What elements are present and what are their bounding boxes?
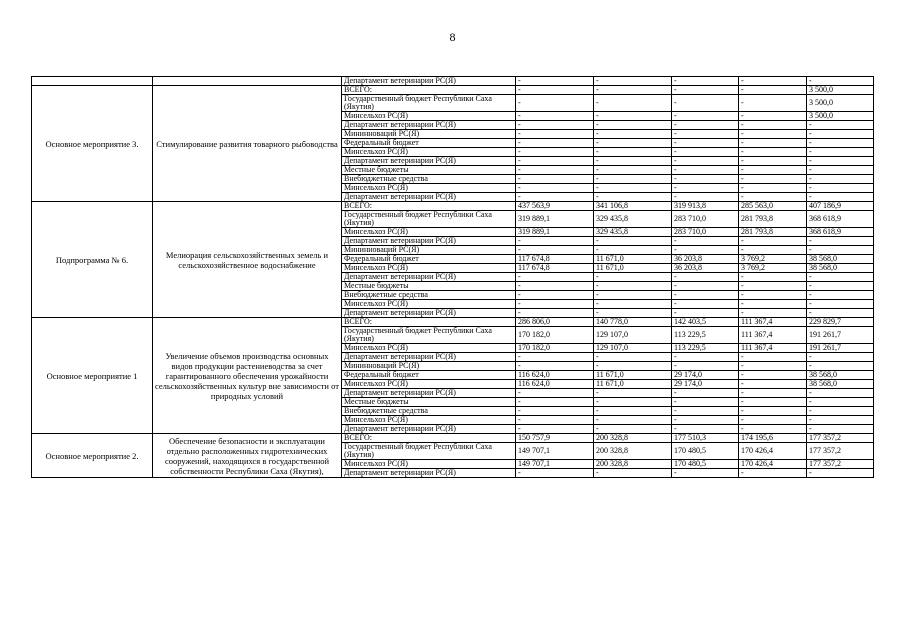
value-cell-year-1: - xyxy=(516,139,594,148)
value-cell-year-3: - xyxy=(672,95,739,112)
value-cell-year-5: - xyxy=(807,121,874,130)
value-cell-year-2: - xyxy=(594,86,672,95)
value-cell-year-2: 129 107,0 xyxy=(594,327,672,344)
value-cell-year-4: - xyxy=(739,246,807,255)
value-cell-year-2: 11 671,0 xyxy=(594,380,672,389)
value-cell-year-2: - xyxy=(594,273,672,282)
value-cell-year-2: - xyxy=(594,148,672,157)
value-cell-year-3: - xyxy=(672,112,739,121)
funding-source-cell: Департамент ветеринарии РС(Я) xyxy=(342,353,516,362)
value-cell-year-1: - xyxy=(516,282,594,291)
value-cell-year-4: - xyxy=(739,139,807,148)
value-cell-year-4: 111 367,4 xyxy=(739,318,807,327)
value-cell-year-4: - xyxy=(739,112,807,121)
value-cell-year-4: - xyxy=(739,175,807,184)
value-cell-year-3: - xyxy=(672,273,739,282)
measure-name-cell: Основное мероприятие 3. xyxy=(32,86,153,202)
funding-source-cell: Департамент ветеринарии РС(Я) xyxy=(342,389,516,398)
value-cell-year-2: - xyxy=(594,425,672,434)
value-cell-year-2: - xyxy=(594,362,672,371)
value-cell-year-2: 341 106,8 xyxy=(594,202,672,211)
value-cell-year-4: 111 367,4 xyxy=(739,344,807,353)
value-cell-year-5: - xyxy=(807,291,874,300)
value-cell-year-1: 150 757,9 xyxy=(516,434,594,443)
value-cell-year-3: - xyxy=(672,193,739,202)
value-cell-year-2: - xyxy=(594,282,672,291)
value-cell-year-1: - xyxy=(516,175,594,184)
funding-source-cell: Департамент ветеринарии РС(Я) xyxy=(342,121,516,130)
value-cell-year-2: 200 328,8 xyxy=(594,460,672,469)
value-cell-year-5: 38 568,0 xyxy=(807,371,874,380)
funding-source-cell: Мининноваций РС(Я) xyxy=(342,246,516,255)
value-cell-year-3: - xyxy=(672,237,739,246)
value-cell-year-4: - xyxy=(739,121,807,130)
value-cell-year-2: - xyxy=(594,291,672,300)
value-cell-year-5: - xyxy=(807,148,874,157)
value-cell-year-3: - xyxy=(672,309,739,318)
value-cell-year-3: - xyxy=(672,389,739,398)
page-number: 8 xyxy=(449,30,456,44)
value-cell-year-1: 170 182,0 xyxy=(516,327,594,344)
value-cell-year-4: - xyxy=(739,77,807,86)
value-cell-year-4: - xyxy=(739,184,807,193)
value-cell-year-5: - xyxy=(807,166,874,175)
value-cell-year-5: 191 261,7 xyxy=(807,344,874,353)
value-cell-year-3: 113 229,5 xyxy=(672,344,739,353)
value-cell-year-5: - xyxy=(807,282,874,291)
value-cell-year-4: - xyxy=(739,407,807,416)
value-cell-year-5: 177 357,2 xyxy=(807,434,874,443)
funding-source-cell: ВСЕГО: xyxy=(342,86,516,95)
value-cell-year-5: - xyxy=(807,362,874,371)
value-cell-year-3: - xyxy=(672,425,739,434)
value-cell-year-5: - xyxy=(807,237,874,246)
table-row xyxy=(32,434,874,443)
measure-description-cell: Увеличение объемов производства основных видов продукции растениеводства за счет гарантированного обеспечения урожайности сельскохозяйственных культур вне зависимости от природных условий xyxy=(153,318,342,434)
value-cell-year-5: 3 500,0 xyxy=(807,86,874,95)
value-cell-year-4: 170 426,4 xyxy=(739,460,807,469)
value-cell-year-4: - xyxy=(739,291,807,300)
value-cell-year-4: 281 793,8 xyxy=(739,228,807,237)
value-cell-year-3: - xyxy=(672,416,739,425)
value-cell-year-4: 3 769,2 xyxy=(739,264,807,273)
value-cell-year-4: - xyxy=(739,86,807,95)
funding-source-cell: Департамент ветеринарии РС(Я) xyxy=(342,157,516,166)
value-cell-year-2: - xyxy=(594,469,672,478)
value-cell-year-2: - xyxy=(594,416,672,425)
value-cell-year-5: - xyxy=(807,425,874,434)
value-cell-year-3: - xyxy=(672,86,739,95)
value-cell-year-5: - xyxy=(807,175,874,184)
funding-source-cell: ВСЕГО: xyxy=(342,434,516,443)
value-cell-year-1: - xyxy=(516,77,594,86)
value-cell-year-2: 129 107,0 xyxy=(594,344,672,353)
value-cell-year-3: 170 480,5 xyxy=(672,460,739,469)
value-cell-year-3: 36 203,8 xyxy=(672,264,739,273)
value-cell-year-1: 149 707,1 xyxy=(516,460,594,469)
value-cell-year-1: - xyxy=(516,237,594,246)
value-cell-year-2: 200 328,8 xyxy=(594,443,672,460)
value-cell-year-2: - xyxy=(594,398,672,407)
funding-source-cell: Департамент ветеринарии РС(Я) xyxy=(342,425,516,434)
value-cell-year-4: - xyxy=(739,300,807,309)
value-cell-year-1: - xyxy=(516,469,594,478)
value-cell-year-1: - xyxy=(516,86,594,95)
value-cell-year-2: - xyxy=(594,175,672,184)
value-cell-year-1: 116 624,0 xyxy=(516,371,594,380)
value-cell-year-2: 11 671,0 xyxy=(594,371,672,380)
value-cell-year-1: - xyxy=(516,112,594,121)
value-cell-year-4: - xyxy=(739,148,807,157)
value-cell-year-3: 283 710,0 xyxy=(672,228,739,237)
value-cell-year-1: - xyxy=(516,246,594,255)
funding-source-cell: Департамент ветеринарии РС(Я) xyxy=(342,469,516,478)
funding-source-cell: Мининноваций РС(Я) xyxy=(342,130,516,139)
value-cell-year-3: 319 913,8 xyxy=(672,202,739,211)
value-cell-year-3: - xyxy=(672,246,739,255)
value-cell-year-1: - xyxy=(516,184,594,193)
value-cell-year-2: - xyxy=(594,407,672,416)
value-cell-year-2: - xyxy=(594,157,672,166)
value-cell-year-5: - xyxy=(807,139,874,148)
value-cell-year-1: - xyxy=(516,291,594,300)
value-cell-year-5: - xyxy=(807,389,874,398)
value-cell-year-5: 38 568,0 xyxy=(807,255,874,264)
value-cell-year-1: 170 182,0 xyxy=(516,344,594,353)
value-cell-year-1: - xyxy=(516,273,594,282)
value-cell-year-4: - xyxy=(739,469,807,478)
value-cell-year-4: - xyxy=(739,309,807,318)
value-cell-year-3: 142 403,5 xyxy=(672,318,739,327)
value-cell-year-5: - xyxy=(807,157,874,166)
funding-source-cell: Департамент ветеринарии РС(Я) xyxy=(342,309,516,318)
value-cell-year-1: - xyxy=(516,309,594,318)
value-cell-year-2: - xyxy=(594,77,672,86)
value-cell-year-2: - xyxy=(594,95,672,112)
value-cell-year-4: - xyxy=(739,282,807,291)
value-cell-year-1: - xyxy=(516,425,594,434)
value-cell-year-4: - xyxy=(739,371,807,380)
value-cell-year-2: 140 778,0 xyxy=(594,318,672,327)
funding-source-cell: Внебюджетные средства xyxy=(342,175,516,184)
measure-description-cell: Мелиорация сельскохозяйственных земель и сельскохозяйственное водоснабжение xyxy=(153,202,342,318)
funding-source-cell: Мининноваций РС(Я) xyxy=(342,362,516,371)
value-cell-year-4: - xyxy=(739,95,807,112)
value-cell-year-5: 38 568,0 xyxy=(807,380,874,389)
value-cell-year-2: - xyxy=(594,353,672,362)
funding-source-cell: Государственный бюджет Республики Саха (Якутия) xyxy=(342,443,516,460)
value-cell-year-3: 177 510,3 xyxy=(672,434,739,443)
value-cell-year-1: 319 889,1 xyxy=(516,211,594,228)
value-cell-year-2: 11 671,0 xyxy=(594,264,672,273)
value-cell-year-5: 177 357,2 xyxy=(807,460,874,469)
value-cell-year-5: - xyxy=(807,273,874,282)
value-cell-year-5: 3 500,0 xyxy=(807,95,874,112)
value-cell-year-2: - xyxy=(594,130,672,139)
value-cell-year-1: 117 674,8 xyxy=(516,264,594,273)
measure-name-cell: Основное мероприятие 1 xyxy=(32,318,153,434)
funding-source-cell: Местные бюджеты xyxy=(342,166,516,175)
value-cell-year-2: - xyxy=(594,300,672,309)
value-cell-year-1: 149 707,1 xyxy=(516,443,594,460)
value-cell-year-5: - xyxy=(807,398,874,407)
value-cell-year-3: 36 203,8 xyxy=(672,255,739,264)
measure-description-cell xyxy=(153,77,342,86)
table-row xyxy=(32,202,874,211)
value-cell-year-4: 281 793,8 xyxy=(739,211,807,228)
funding-source-cell: Минсельхоз РС(Я) xyxy=(342,380,516,389)
value-cell-year-5: 38 568,0 xyxy=(807,264,874,273)
value-cell-year-2: - xyxy=(594,246,672,255)
value-cell-year-1: - xyxy=(516,389,594,398)
value-cell-year-4: - xyxy=(739,130,807,139)
budget-table xyxy=(31,76,874,478)
value-cell-year-2: 329 435,8 xyxy=(594,211,672,228)
value-cell-year-3: - xyxy=(672,398,739,407)
value-cell-year-5: - xyxy=(807,309,874,318)
value-cell-year-2: - xyxy=(594,193,672,202)
value-cell-year-3: 113 229,5 xyxy=(672,327,739,344)
value-cell-year-5: - xyxy=(807,416,874,425)
funding-source-cell: Минсельхоз РС(Я) xyxy=(342,300,516,309)
value-cell-year-4: 170 426,4 xyxy=(739,443,807,460)
value-cell-year-1: 286 806,0 xyxy=(516,318,594,327)
value-cell-year-5: - xyxy=(807,407,874,416)
funding-source-cell: Внебюджетные средства xyxy=(342,407,516,416)
value-cell-year-4: 285 563,0 xyxy=(739,202,807,211)
value-cell-year-1: - xyxy=(516,166,594,175)
value-cell-year-1: - xyxy=(516,353,594,362)
value-cell-year-2: - xyxy=(594,112,672,121)
funding-source-cell: Минсельхоз РС(Я) xyxy=(342,112,516,121)
measure-description-cell: Обеспечение безопасности и эксплуатации отдельно расположенных гидротехнических сооружений, находящихся в государственной собственности Республики Саха (Якутия), xyxy=(153,434,342,478)
value-cell-year-1: - xyxy=(516,95,594,112)
value-cell-year-5: - xyxy=(807,469,874,478)
value-cell-year-1: - xyxy=(516,148,594,157)
value-cell-year-2: - xyxy=(594,121,672,130)
value-cell-year-4: - xyxy=(739,389,807,398)
value-cell-year-5: 368 618,9 xyxy=(807,228,874,237)
value-cell-year-4: - xyxy=(739,353,807,362)
value-cell-year-3: - xyxy=(672,77,739,86)
funding-source-cell: Департамент ветеринарии РС(Я) xyxy=(342,237,516,246)
value-cell-year-1: 116 624,0 xyxy=(516,380,594,389)
value-cell-year-1: - xyxy=(516,130,594,139)
funding-source-cell: Внебюджетные средства xyxy=(342,291,516,300)
value-cell-year-1: 437 563,9 xyxy=(516,202,594,211)
value-cell-year-3: - xyxy=(672,121,739,130)
measure-description-cell: Стимулирование развития товарного рыбоводства xyxy=(153,86,342,202)
value-cell-year-4: - xyxy=(739,273,807,282)
value-cell-year-2: - xyxy=(594,139,672,148)
value-cell-year-2: - xyxy=(594,309,672,318)
value-cell-year-5: 407 186,9 xyxy=(807,202,874,211)
value-cell-year-5: - xyxy=(807,246,874,255)
value-cell-year-3: - xyxy=(672,139,739,148)
funding-source-cell: Минсельхоз РС(Я) xyxy=(342,460,516,469)
value-cell-year-4: - xyxy=(739,425,807,434)
value-cell-year-2: 329 435,8 xyxy=(594,228,672,237)
value-cell-year-3: - xyxy=(672,291,739,300)
funding-source-cell: Государственный бюджет Республики Саха (Якутия) xyxy=(342,327,516,344)
value-cell-year-4: - xyxy=(739,398,807,407)
value-cell-year-3: 29 174,0 xyxy=(672,380,739,389)
value-cell-year-1: - xyxy=(516,407,594,416)
value-cell-year-1: - xyxy=(516,157,594,166)
value-cell-year-1: 319 889,1 xyxy=(516,228,594,237)
value-cell-year-5: 368 618,9 xyxy=(807,211,874,228)
value-cell-year-3: 283 710,0 xyxy=(672,211,739,228)
measure-name-cell xyxy=(32,77,153,86)
value-cell-year-5: 191 261,7 xyxy=(807,327,874,344)
funding-source-cell: Минсельхоз РС(Я) xyxy=(342,344,516,353)
funding-source-cell: Минсельхоз РС(Я) xyxy=(342,184,516,193)
value-cell-year-4: - xyxy=(739,362,807,371)
value-cell-year-1: - xyxy=(516,121,594,130)
funding-source-cell: ВСЕГО: xyxy=(342,318,516,327)
value-cell-year-4: - xyxy=(739,157,807,166)
funding-source-cell: Государственный бюджет Республики Саха (Якутия) xyxy=(342,211,516,228)
value-cell-year-4: - xyxy=(739,380,807,389)
funding-source-cell: Департамент ветеринарии РС(Я) xyxy=(342,273,516,282)
value-cell-year-3: - xyxy=(672,469,739,478)
value-cell-year-2: - xyxy=(594,184,672,193)
funding-source-cell: ВСЕГО: xyxy=(342,202,516,211)
funding-source-cell: Федеральный бюджет xyxy=(342,255,516,264)
value-cell-year-5: - xyxy=(807,353,874,362)
value-cell-year-3: - xyxy=(672,282,739,291)
value-cell-year-3: - xyxy=(672,184,739,193)
value-cell-year-3: - xyxy=(672,353,739,362)
value-cell-year-5: 177 357,2 xyxy=(807,443,874,460)
value-cell-year-2: - xyxy=(594,389,672,398)
value-cell-year-3: - xyxy=(672,300,739,309)
value-cell-year-4: 174 195,6 xyxy=(739,434,807,443)
value-cell-year-1: - xyxy=(516,416,594,425)
value-cell-year-3: - xyxy=(672,148,739,157)
value-cell-year-2: 200 328,8 xyxy=(594,434,672,443)
measure-name-cell: Подпрограмма № 6. xyxy=(32,202,153,318)
funding-source-cell: Департамент ветеринарии РС(Я) xyxy=(342,193,516,202)
funding-source-cell: Местные бюджеты xyxy=(342,282,516,291)
table-row xyxy=(32,77,874,86)
value-cell-year-5: - xyxy=(807,77,874,86)
value-cell-year-3: - xyxy=(672,130,739,139)
value-cell-year-4: 111 367,4 xyxy=(739,327,807,344)
value-cell-year-2: - xyxy=(594,166,672,175)
value-cell-year-3: 170 480,5 xyxy=(672,443,739,460)
value-cell-year-3: - xyxy=(672,175,739,184)
funding-source-cell: Минсельхоз РС(Я) xyxy=(342,148,516,157)
value-cell-year-4: - xyxy=(739,193,807,202)
value-cell-year-5: - xyxy=(807,193,874,202)
value-cell-year-2: - xyxy=(594,237,672,246)
funding-source-cell: Федеральный бюджет xyxy=(342,139,516,148)
value-cell-year-4: - xyxy=(739,166,807,175)
value-cell-year-5: - xyxy=(807,184,874,193)
funding-source-cell: Департамент ветеринарии РС(Я) xyxy=(342,77,516,86)
value-cell-year-5: - xyxy=(807,130,874,139)
table-row xyxy=(32,86,874,95)
funding-source-cell: Федеральный бюджет xyxy=(342,371,516,380)
value-cell-year-2: 11 671,0 xyxy=(594,255,672,264)
funding-source-cell: Государственный бюджет Республики Саха (Якутия) xyxy=(342,95,516,112)
value-cell-year-1: - xyxy=(516,193,594,202)
value-cell-year-3: 29 174,0 xyxy=(672,371,739,380)
value-cell-year-1: - xyxy=(516,398,594,407)
value-cell-year-3: - xyxy=(672,407,739,416)
value-cell-year-1: - xyxy=(516,300,594,309)
funding-source-cell: Минсельхоз РС(Я) xyxy=(342,228,516,237)
value-cell-year-4: - xyxy=(739,416,807,425)
value-cell-year-4: - xyxy=(739,237,807,246)
value-cell-year-5: - xyxy=(807,300,874,309)
value-cell-year-3: - xyxy=(672,157,739,166)
value-cell-year-1: - xyxy=(516,362,594,371)
value-cell-year-1: 117 674,8 xyxy=(516,255,594,264)
table-row xyxy=(32,318,874,327)
measure-name-cell: Основное мероприятие 2. xyxy=(32,434,153,478)
funding-source-cell: Минсельхоз РС(Я) xyxy=(342,416,516,425)
value-cell-year-5: 229 829,7 xyxy=(807,318,874,327)
value-cell-year-5: 3 500,0 xyxy=(807,112,874,121)
funding-source-cell: Минсельхоз РС(Я) xyxy=(342,264,516,273)
value-cell-year-4: 3 769,2 xyxy=(739,255,807,264)
value-cell-year-3: - xyxy=(672,362,739,371)
funding-source-cell: Местные бюджеты xyxy=(342,398,516,407)
value-cell-year-3: - xyxy=(672,166,739,175)
